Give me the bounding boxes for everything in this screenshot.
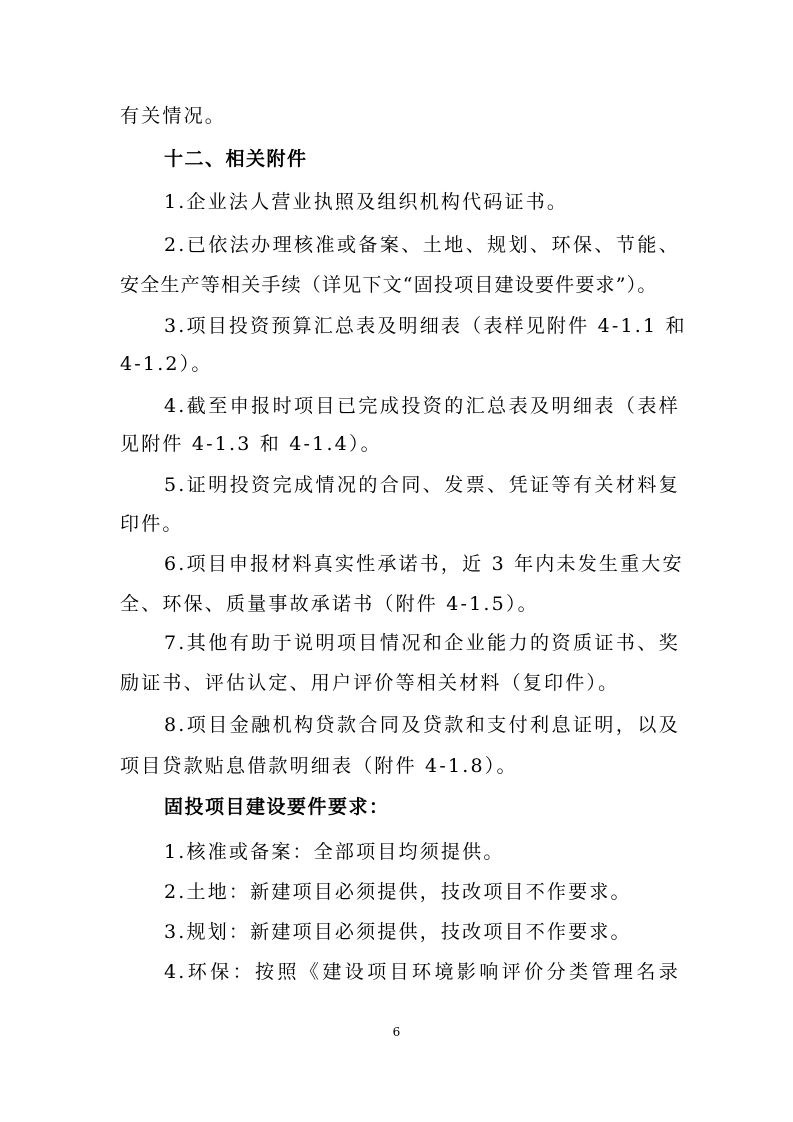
paragraph-line: 7.其他有助于说明项目情况和企业能力的资质证书、奖 xyxy=(164,632,680,654)
paragraph-line: 1.企业法人营业执照及组织机构代码证书。 xyxy=(164,191,569,213)
paragraph-line: 励证书、评估认定、用户评价等相关材料（复印件）。 xyxy=(120,672,620,694)
paragraph-line: 1.核准或备案：全部项目均须提供。 xyxy=(164,841,505,863)
paragraph-line: 全、环保、质量事故承诺书（附件 4-1.5）。 xyxy=(120,593,539,615)
paragraph-line: 印件。 xyxy=(120,513,184,535)
paragraph-line: 4.环保：按照《建设项目环境影响评价分类管理名录 xyxy=(164,961,680,983)
paragraph-line: 2.土地：新建项目必须提供，技改项目不作要求。 xyxy=(164,881,632,903)
section-heading: 固投项目建设要件要求： xyxy=(164,796,390,818)
paragraph-line: 项目贷款贴息借款明细表（附件 4-1.8）。 xyxy=(120,755,518,777)
paragraph-line: 3.规划：新建项目必须提供，技改项目不作要求。 xyxy=(164,921,632,943)
paragraph-line: 8.项目金融机构贷款合同及贷款和支付利息证明，以及 xyxy=(164,714,680,736)
paragraph-line: 4.截至申报时项目已完成投资的汇总表及明细表（表样 xyxy=(164,395,680,417)
paragraph-line: 6.项目申报材料真实性承诺书，近 3 年内未发生重大安 xyxy=(164,553,684,575)
paragraph-line: 有关情况。 xyxy=(120,105,227,127)
section-heading: 十二、相关附件 xyxy=(164,148,308,170)
paragraph-line: 2.已依法办理核准或备案、土地、规划、环保、节能、 xyxy=(164,234,680,256)
paragraph-line: 5.证明投资完成情况的合同、发票、凭证等有关材料复 xyxy=(164,474,680,496)
paragraph-line: 4-1.2）。 xyxy=(120,353,213,375)
paragraph-line: 见附件 4-1.3 和 4-1.4）。 xyxy=(120,433,382,455)
paragraph-line: 3.项目投资预算汇总表及明细表（表样见附件 4-1.1 和 xyxy=(164,315,687,337)
paragraph-line: 安全生产等相关手续（详见下文“固投项目建设要件要求”）。 xyxy=(120,274,658,296)
page-number: 6 xyxy=(392,1025,401,1039)
